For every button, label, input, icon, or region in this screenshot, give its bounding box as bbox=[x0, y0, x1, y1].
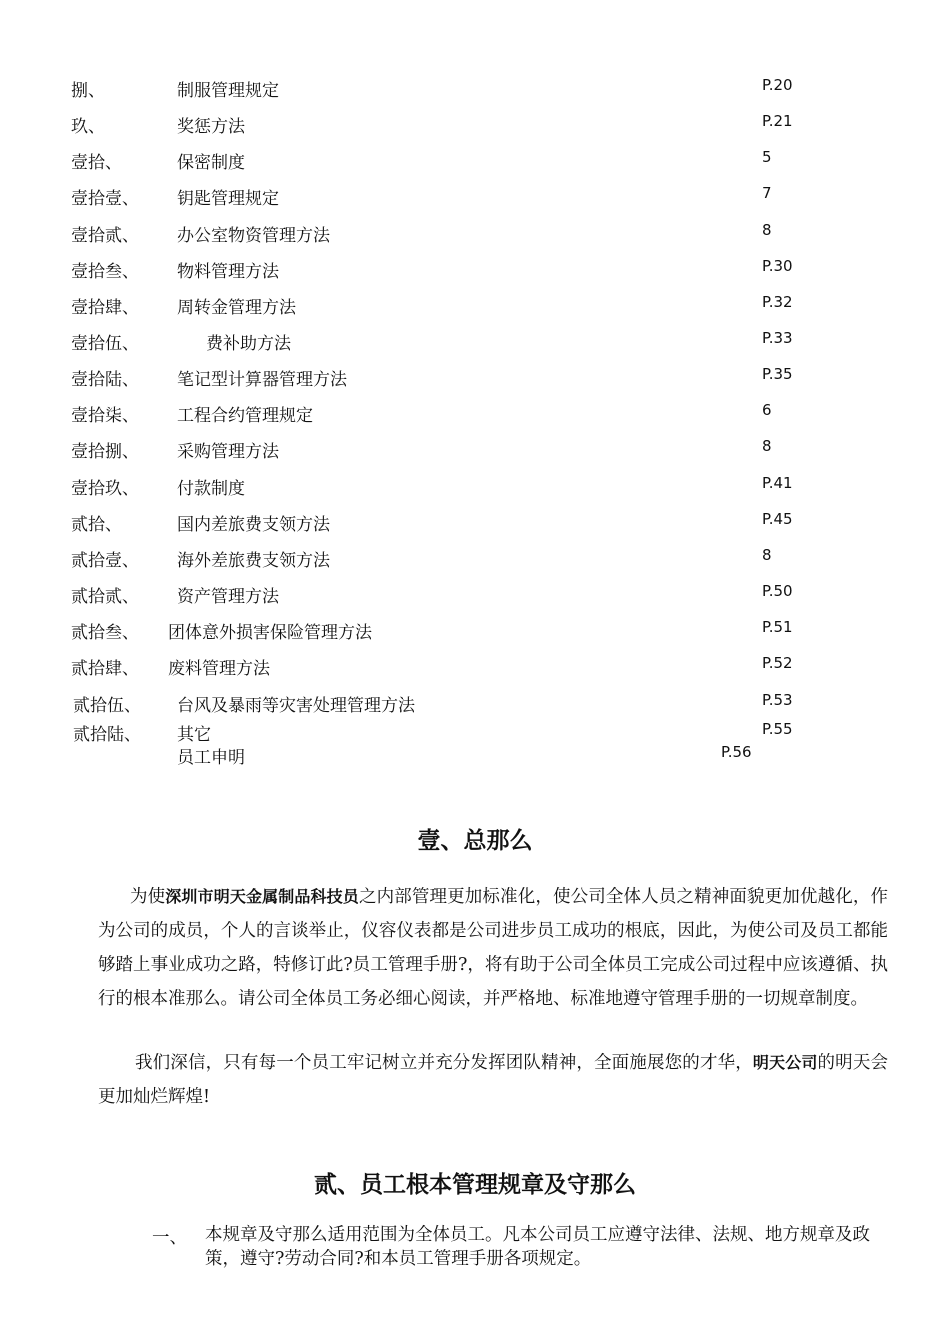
toc-title: 国内差旅费支领方法 bbox=[177, 515, 330, 535]
section-heading-rules: 贰、员工根本管理规章及守那么 bbox=[314, 1171, 636, 1198]
toc-row[interactable] bbox=[0, 365, 950, 395]
belief-text-a: 我们深信，只有每一个员工牢记树立并充分发挥团队精神，全面施展您的才华， bbox=[135, 1053, 753, 1073]
toc-page: 8 bbox=[762, 437, 772, 455]
toc-row[interactable] bbox=[0, 76, 950, 106]
intro-text-b: 之内部管理更加标准化，使公司全体人员之精神面貌更加优越化，作为公司的成员，个人的言谈举止，仪容仪表都是公司进步员工成功的根底，因此，为使公司及员工都能够踏上事业成功之路，特修订此?员工管理手册?，将有助于公司全体员工完成公司过程中应该遵循、执行的根本准那么。请公司全体员工务必细心阅读，并严格地、标准地遵守管理手册的一切规章制度。 bbox=[98, 887, 888, 1009]
toc-page: 7 bbox=[762, 184, 772, 202]
toc-page: P.51 bbox=[762, 618, 793, 636]
toc-row[interactable] bbox=[0, 184, 950, 214]
toc-number: 壹拾壹、 bbox=[71, 189, 139, 209]
toc-page: 5 bbox=[762, 148, 772, 166]
toc-number: 壹拾玖、 bbox=[71, 479, 139, 499]
toc-title: 钥匙管理规定 bbox=[177, 189, 279, 209]
toc-title: 工程合约管理规定 bbox=[177, 406, 313, 426]
toc-row[interactable] bbox=[0, 293, 950, 323]
toc-row[interactable] bbox=[0, 329, 950, 359]
toc-page: P.33 bbox=[762, 329, 793, 347]
toc-page: 8 bbox=[762, 546, 772, 564]
toc-title: 办公室物资管理方法 bbox=[177, 226, 330, 246]
toc-page: P.52 bbox=[762, 654, 793, 672]
toc-page: P.35 bbox=[762, 365, 793, 383]
toc-row[interactable] bbox=[0, 691, 950, 721]
toc-title: 团体意外损害保险管理方法 bbox=[168, 623, 372, 643]
section-heading-general: 壹、总那么 bbox=[417, 827, 533, 854]
toc-page: P.55 bbox=[762, 720, 793, 738]
toc-number: 玖、 bbox=[71, 117, 105, 137]
belief-paragraph bbox=[98, 1046, 888, 1114]
toc-title: 台风及暴雨等灾害处理管理方法 bbox=[177, 696, 415, 716]
toc-row[interactable] bbox=[0, 257, 950, 287]
toc-title: 海外差旅费支领方法 bbox=[177, 551, 330, 571]
toc-number: 壹拾、 bbox=[71, 153, 122, 173]
toc-row[interactable] bbox=[0, 401, 950, 431]
toc-title: 采购管理方法 bbox=[177, 442, 279, 462]
toc-number: 贰拾叁、 bbox=[71, 623, 139, 643]
toc-number: 贰拾伍、 bbox=[73, 696, 141, 716]
toc-page: P.45 bbox=[762, 510, 793, 528]
company-name: 深圳市明天金属制品科技员 bbox=[165, 887, 359, 906]
toc-page: P.41 bbox=[762, 474, 793, 492]
toc-number: 贰拾肆、 bbox=[71, 659, 139, 679]
toc-title: 制服管理规定 bbox=[177, 81, 279, 101]
toc-title: 员工申明 bbox=[177, 748, 245, 768]
toc-row[interactable] bbox=[0, 221, 950, 251]
toc-page: P.50 bbox=[762, 582, 793, 600]
toc-row[interactable] bbox=[0, 437, 950, 467]
toc-number: 贰拾陆、 bbox=[73, 725, 141, 745]
toc-page: 6 bbox=[762, 401, 772, 419]
toc-page: P.53 bbox=[762, 691, 793, 709]
toc-title: 费补助方法 bbox=[206, 334, 291, 354]
toc-number: 贰拾贰、 bbox=[71, 587, 139, 607]
toc-number: 壹拾肆、 bbox=[71, 298, 139, 318]
company-short-name: 明天公司 bbox=[752, 1053, 818, 1072]
toc-title: 奖惩方法 bbox=[177, 117, 245, 137]
toc-number: 壹拾贰、 bbox=[71, 226, 139, 246]
belief-text-b: 的明天会更加灿烂辉煌! bbox=[98, 1053, 888, 1107]
toc-page: P.20 bbox=[762, 76, 793, 94]
toc-page: P.32 bbox=[762, 293, 793, 311]
toc-title: 资产管理方法 bbox=[177, 587, 279, 607]
toc-row[interactable] bbox=[0, 654, 950, 684]
toc-title: 付款制度 bbox=[177, 479, 245, 499]
toc-number: 壹拾捌、 bbox=[71, 442, 139, 462]
rule-number: 一、 bbox=[152, 1228, 187, 1248]
toc-row[interactable] bbox=[0, 112, 950, 142]
toc-row[interactable] bbox=[0, 546, 950, 576]
toc-title: 其它 bbox=[177, 725, 211, 745]
toc-row[interactable] bbox=[0, 582, 950, 612]
toc-number: 壹拾叁、 bbox=[71, 262, 139, 282]
toc-page: P.21 bbox=[762, 112, 793, 130]
toc-title: 保密制度 bbox=[177, 153, 245, 173]
toc-row[interactable] bbox=[0, 618, 950, 648]
rule-text: 本规章及守那么适用范围为全体员工。凡本公司员工应遵守法律、法规、地方规章及政策，遵守?劳动合同?和本员工管理手册各项规定。 bbox=[205, 1225, 870, 1269]
intro-paragraph bbox=[98, 880, 888, 1016]
toc-number: 捌、 bbox=[71, 81, 105, 101]
toc-title: 废料管理方法 bbox=[168, 659, 270, 679]
toc-number: 壹拾伍、 bbox=[71, 334, 139, 354]
toc-row[interactable] bbox=[0, 474, 950, 504]
toc-row[interactable] bbox=[0, 148, 950, 178]
toc-page: P.56 bbox=[721, 743, 752, 761]
toc-page: 8 bbox=[762, 221, 772, 239]
intro-text-a: 为使 bbox=[130, 887, 166, 907]
toc-row[interactable] bbox=[0, 510, 950, 540]
toc-number: 壹拾柒、 bbox=[71, 406, 139, 426]
toc-row[interactable] bbox=[0, 743, 950, 773]
toc-number: 贰拾壹、 bbox=[71, 551, 139, 571]
toc-page: P.30 bbox=[762, 257, 793, 275]
toc-number: 贰拾、 bbox=[71, 515, 122, 535]
toc-title: 周转金管理方法 bbox=[177, 298, 296, 318]
toc-number: 壹拾陆、 bbox=[71, 370, 139, 390]
toc-title: 物料管理方法 bbox=[177, 262, 279, 282]
toc-title: 笔记型计算器管理方法 bbox=[177, 370, 347, 390]
